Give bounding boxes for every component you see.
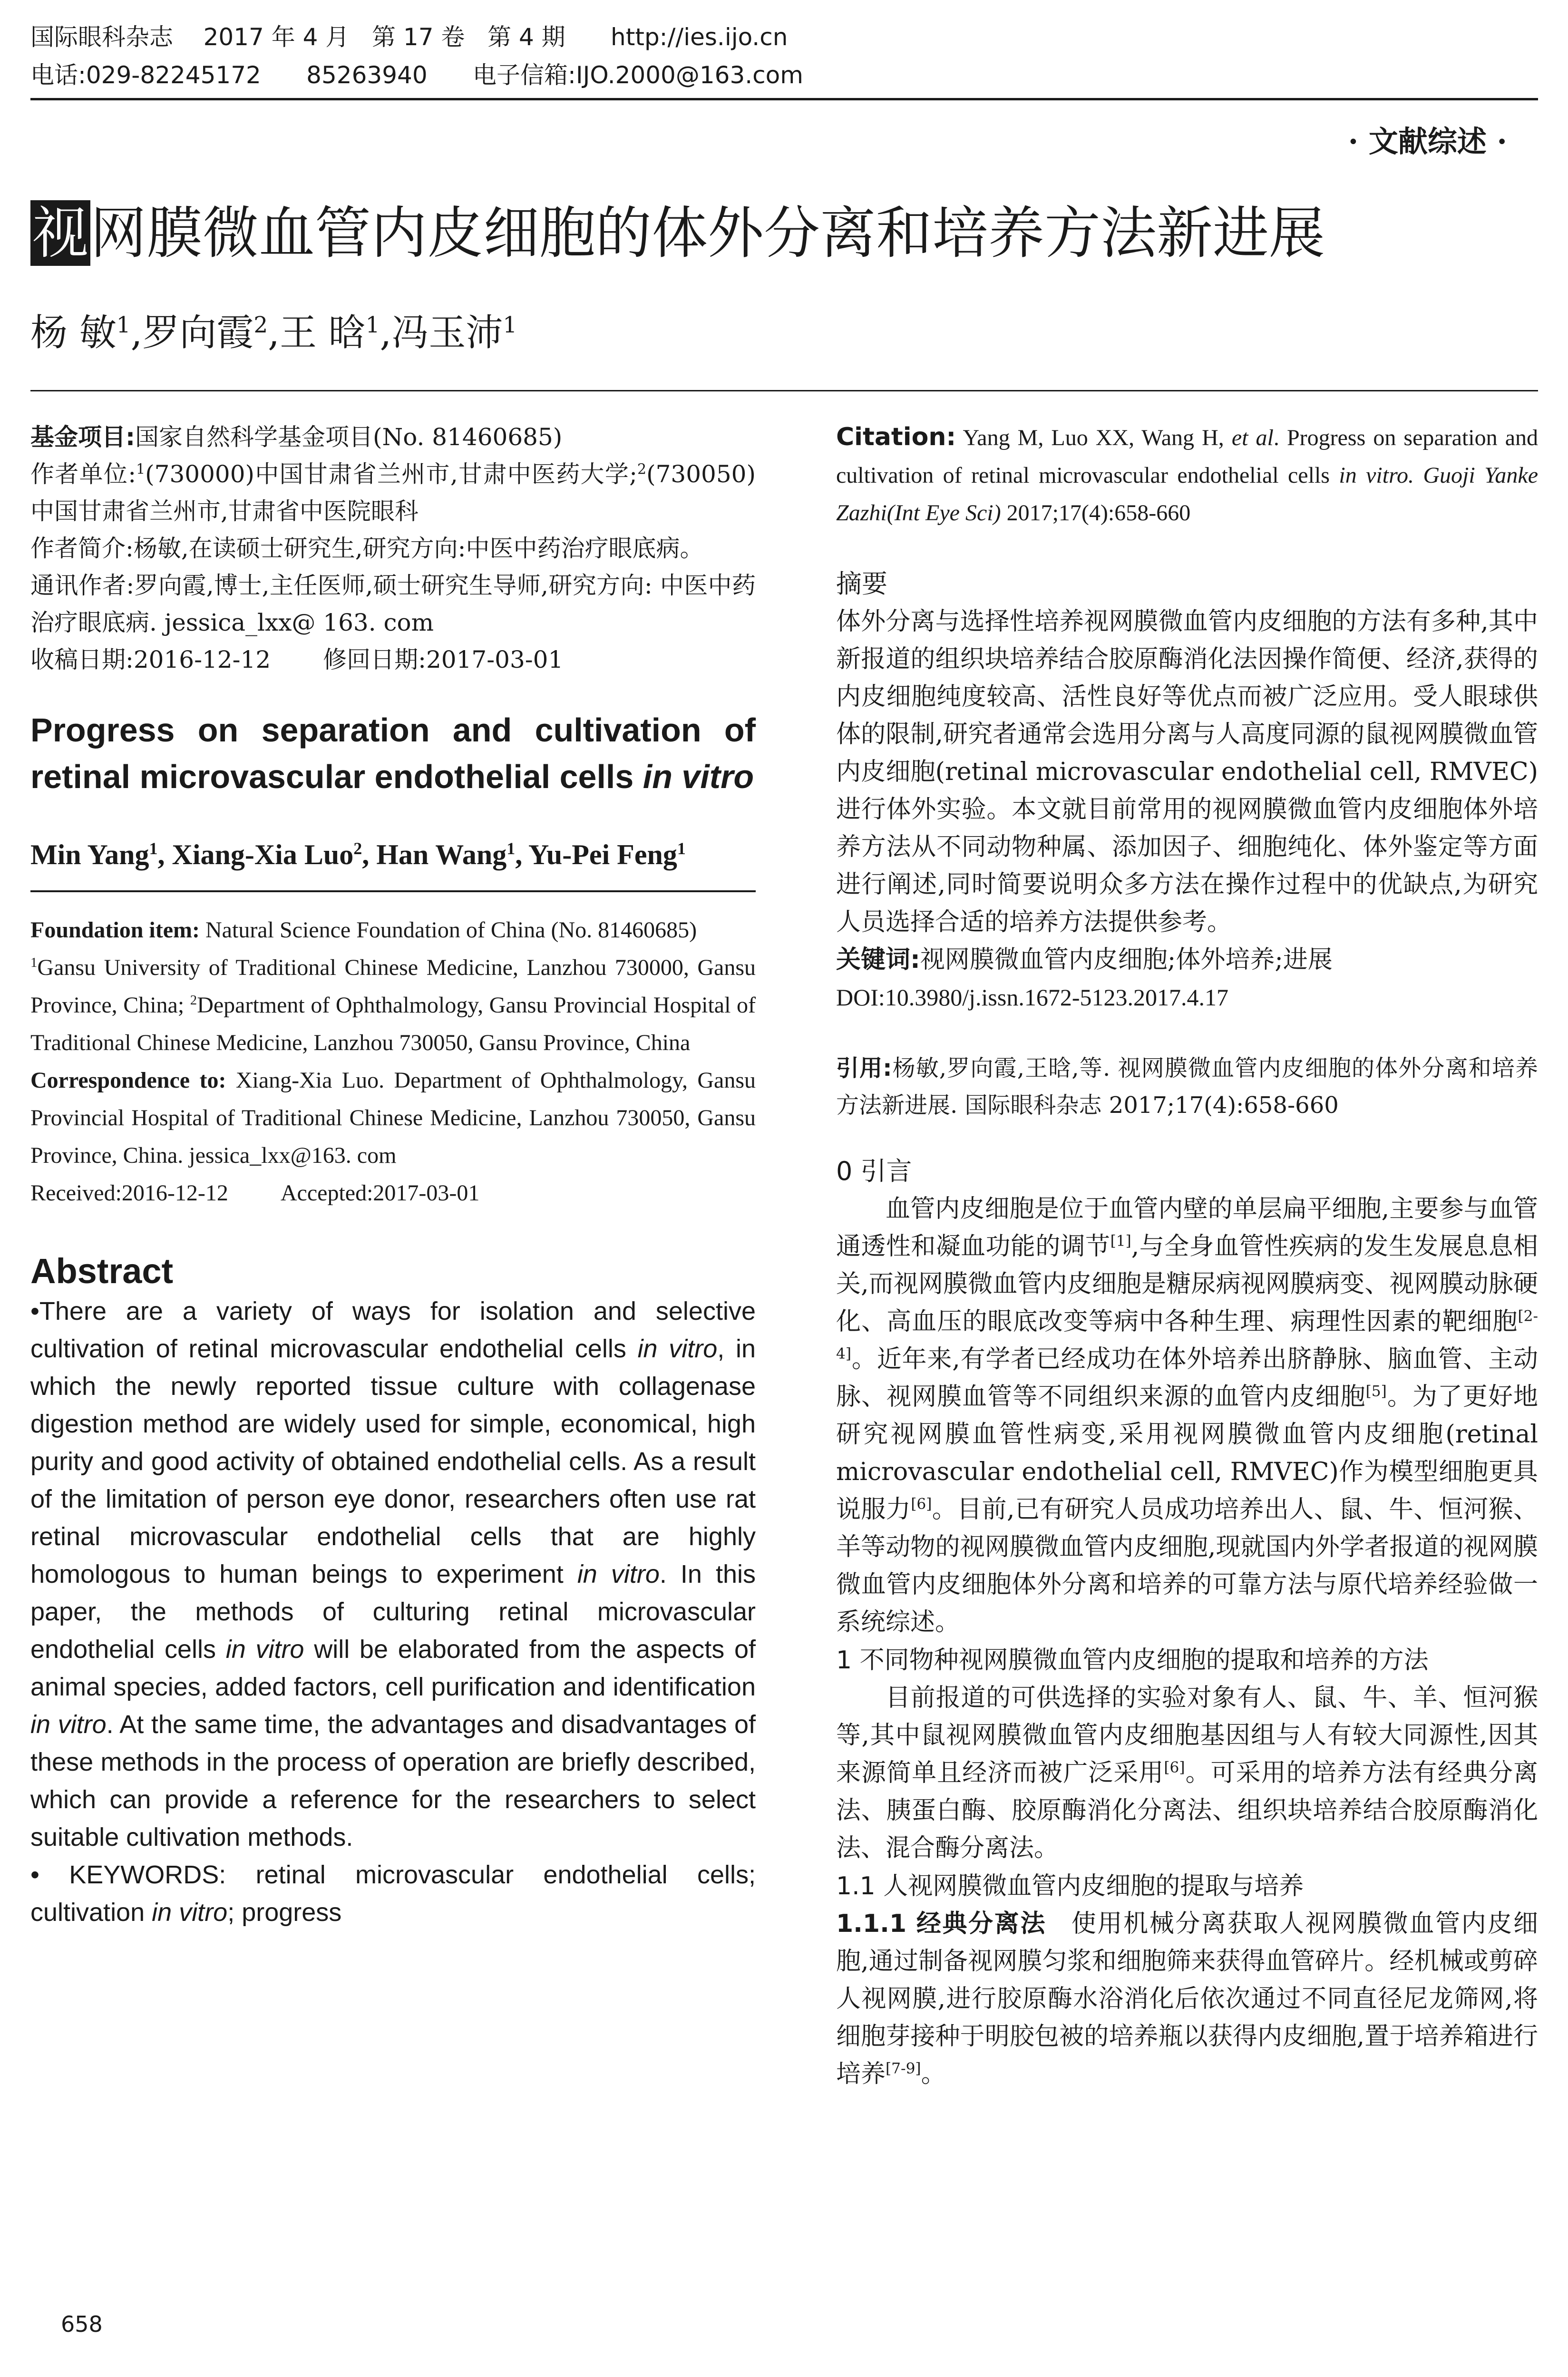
revised-cn: 修回日期:2017-03-01 bbox=[323, 646, 564, 673]
abstract-cn: 体外分离与选择性培养视网膜微血管内皮细胞的方法有多种,其中新报道的组织块培养结合胶原酶消化法因操作简便、经济,获得的内皮细胞纯度较高、活性良好等优点而被广泛应用。受人眼球供体的限制,研究者通常会选用分离与人高度同源的鼠视网膜微血管内皮细胞(retinal microvascular endothelial cell, RMVEC)进行体外实验。本文就目前常用的视网膜微血管内皮细胞体外培养方法从不同动物种属、添加因子、细胞纯化、体外鉴定等方面进行阐述,同时简要说明众多方法在操作过程中的优缺点,为研究人员选择合适的培养方法提供参考。 bbox=[836, 607, 1538, 936]
author-en: Yu-Pei Feng bbox=[528, 839, 677, 870]
abstract-en-part: , in which the newly reported tissue culture with collagenase digestion method are widely used for simple, economical, high purity and good activity of obtained endothelial cells. As a result of the limitation of person eye donor, researchers often use rat retinal microvascular endothelial cells that are highly homologous to human beings to experiment bbox=[30, 1335, 756, 1588]
correspondence-cn bbox=[30, 567, 756, 641]
header-rule bbox=[30, 98, 1538, 100]
keywords-en-text: retinal microvascular endothelial cells; cultivation bbox=[30, 1861, 756, 1927]
page-number: 658 bbox=[61, 2311, 103, 2337]
received-cn: 收稿日期:2016-12-12 bbox=[30, 646, 271, 673]
citation-italic: in vitro. Guoji Yanke Zazhi(Int Eye Sci) bbox=[836, 463, 1539, 526]
paragraph-part: 目前报道的可供选择的实验对象有人、鼠、牛、羊、恒河猴等,其中鼠视网膜微血管内皮细胞基因组与人有较大同源性,因其来源简单且经济而被广泛采用 bbox=[836, 1684, 1538, 1787]
left-column bbox=[30, 419, 756, 1931]
title-first-char: 视 bbox=[30, 200, 90, 266]
correspondence-text: 罗向霞,博士,主任医师,硕士研究生导师,研究方向: 中医中药治疗眼底病. jessica_lxx@ 163. com bbox=[30, 572, 756, 636]
paragraph-section-1 bbox=[836, 1679, 1538, 1867]
english-front-matter bbox=[30, 911, 756, 1212]
paragraph-part: 。 bbox=[921, 2060, 946, 2088]
dates-en bbox=[30, 1174, 756, 1212]
citation-text: 2017;17(4):658-660 bbox=[1006, 500, 1191, 526]
paragraph-part: ,与全身血管性疾病的发生发展息息相关,而视网膜微血管内皮细胞是糖尿病视网膜病变、视网膜动脉硬化、高血压的眼底改变等病中各种生理、病理性因素的靶细胞 bbox=[836, 1232, 1538, 1336]
foundation-en-text: Natural Science Foundation of China (No. 81460685) bbox=[205, 917, 697, 943]
citation-text: Yang M, Luo XX, Wang H, bbox=[963, 425, 1224, 450]
paragraph-part: 。为了更好地研究视网膜血管性病变,采用视网膜微血管内皮细胞(retinal microvascular endothelial cell, RMVEC)作为模型细胞更具说服力 bbox=[836, 1383, 1538, 1524]
section-1-heading: 1 不同物种视网膜微血管内皮细胞的提取和培养的方法 bbox=[836, 1646, 1429, 1675]
foundation-en bbox=[30, 911, 756, 949]
author-cn: 罗向霞 bbox=[142, 312, 254, 354]
author-en: Min Yang bbox=[30, 839, 149, 870]
citation-cn-text: 杨敏,罗向霞,王晗,等. 视网膜微血管内皮细胞的体外分离和培养方法新进展. 国际眼科杂志 2017;17(4):658-660 bbox=[836, 1055, 1538, 1119]
author-en-sup: 1 bbox=[149, 839, 158, 858]
author-cn: 杨 敏 bbox=[30, 312, 117, 354]
keywords-en-italic: in vitro bbox=[152, 1898, 228, 1927]
section-1-1-1-heading: 1.1.1 经典分离法 bbox=[836, 1909, 1047, 1938]
abstract-en-part: . In this paper, the methods of culturing retinal microvascular endothelial cells bbox=[30, 1560, 756, 1664]
paragraph-part: 血管内皮细胞是位于血管内壁的单层扁平细胞,主要参与血管通透性和凝血功能的调节 bbox=[836, 1195, 1538, 1261]
author-en-sup: 2 bbox=[353, 839, 362, 858]
title-rest: 网膜微血管内皮细胞的体外分离和培养方法新进展 bbox=[90, 200, 1325, 266]
dates-cn bbox=[30, 641, 756, 678]
doi: DOI:10.3980/j.issn.1672-5123.2017.4.17 bbox=[836, 984, 1228, 1011]
correspondence-label: 通讯作者: bbox=[30, 572, 135, 599]
english-title bbox=[30, 707, 756, 800]
author-cn-sup: 2 bbox=[253, 312, 268, 338]
citation-ref: [6] bbox=[911, 1495, 932, 1513]
english-title-main: Progress on separation and cultivation of retinal microvascular endothelial cells bbox=[30, 711, 756, 795]
author-cn: 王 晗 bbox=[279, 312, 366, 354]
author-cn: 冯玉沛 bbox=[391, 312, 503, 354]
abstract-en-part: . At the same time, the advantages and disadvantages of these methods in the process of operation are briefly described, which can provide a reference for the researchers to select suitable cultivation methods. bbox=[30, 1710, 756, 1851]
affiliation-en-2: Department of Ophthalmology, Gansu Provincial Hospital of Traditional Chinese Medicine, Lanzhou 730050, Gansu Province, China bbox=[30, 993, 756, 1055]
foundation-label: 基金项目: bbox=[30, 423, 135, 451]
paragraph-intro bbox=[836, 1190, 1538, 1641]
abstract-en-italic: in vitro bbox=[30, 1710, 107, 1739]
abstract-en bbox=[30, 1293, 756, 1931]
section-tag: · 文献综述 · bbox=[1348, 124, 1507, 159]
foundation-cn bbox=[30, 419, 756, 456]
author-cn-sup: 1 bbox=[503, 312, 517, 338]
citation-ref: [7-9] bbox=[886, 2060, 921, 2077]
cn-front-matter bbox=[30, 419, 756, 678]
title-rule bbox=[30, 390, 1538, 391]
accepted-en: Accepted:2017-03-01 bbox=[280, 1180, 480, 1206]
citation-ref: [1] bbox=[1110, 1232, 1131, 1250]
author-en: Xiang-Xia Luo bbox=[172, 839, 354, 870]
citation-label: Citation: bbox=[836, 423, 956, 451]
citation-etal: et al bbox=[1231, 425, 1274, 450]
affiliation-text-1: (730000)中国甘肃省兰州市,甘肃中医药大学; bbox=[145, 460, 638, 488]
page-title bbox=[30, 200, 1325, 266]
citation-ref: [6] bbox=[1164, 1759, 1185, 1776]
abstract-en-text: •There are a variety of ways for isolation and selective cultivation of retinal microvascular endothelial cells in vitro, in which the newly reported tissue culture with collagenase digestion method are widely used for simple, economical, high purity and good activity of obtained endothelial cells. As a result of the limitation of person eye donor, researchers often use rat retinal microvascular endothelial cells that are highly homologous to human beings to experiment in vitro. In this paper, the methods of culturing retinal microvascular endothelial cells in vitro will be elaborated from the aspects of animal species, added factors, cell purification and identification in vitro. At the same time, the advantages and disadvantages of these methods in the process of operation are briefly described, which can provide a reference for the researchers to select suitable cultivation methods. bbox=[30, 1297, 756, 1851]
abstract-en-italic: in vitro bbox=[225, 1635, 304, 1664]
author-cn-sup: 1 bbox=[116, 312, 131, 338]
paragraph-part: 。目前,已有研究人员成功培养出人、鼠、牛、恒河猴、羊等动物的视网膜微血管内皮细胞,现就国内外学者报道的视网膜微血管内皮细胞体外分离和培养的可靠方法与原代培养经验做一系统综述。 bbox=[836, 1495, 1538, 1637]
abstract-en-italic: in vitro bbox=[577, 1560, 660, 1588]
section-1-1-heading: 1.1 人视网膜微血管内皮细胞的提取与培养 bbox=[836, 1872, 1304, 1900]
keywords-en-text: ; progress bbox=[227, 1898, 342, 1927]
english-authors: Min Yang$^1$, Xiang-Xia Luo$^2$, Han Wang$^1$, Yu-Pei Feng$^1$ bbox=[30, 839, 686, 870]
affiliation-en-1: Gansu University of Traditional Chinese Medicine, Lanzhou 730000, Gansu Province, China; bbox=[30, 955, 756, 1018]
citation-ref: [2-4] bbox=[836, 1307, 1538, 1363]
foundation-en-label: Foundation item: bbox=[30, 917, 200, 943]
abstract-en-heading: Abstract bbox=[30, 1251, 174, 1291]
author-intro-text: 杨敏,在读硕士研究生,研究方向:中医中药治疗眼底病。 bbox=[133, 535, 704, 562]
paragraph-section-1-1-1 bbox=[836, 1905, 1538, 2093]
journal-header-line2: 电话:029-82245172 85263940 电子信箱:IJO.2000@163.com bbox=[30, 61, 803, 89]
keywords-cn-label: 关键词: bbox=[836, 945, 920, 974]
abstract-en-part: There are a variety of ways for isolation and selective cultivation of retinal microvascular endothelial cells bbox=[30, 1297, 756, 1363]
affiliation-cn: 作者单位:$^1$(730000)中国甘肃省兰州市,甘肃中医药大学;$^2$(730050)中国甘肃省兰州市,甘肃省中医院眼科 bbox=[30, 460, 756, 525]
citation-cn bbox=[836, 1050, 1538, 1124]
keywords-en: • KEYWORDS: retinal microvascular endothelial cells; cultivation in vitro; progress bbox=[30, 1861, 756, 1927]
keywords-en-label: KEYWORDS: bbox=[69, 1861, 226, 1889]
journal-header-line1: 国际眼科杂志 2017 年 4 月 第 17 卷 第 4 期 http://ies.ijo.cn bbox=[30, 23, 788, 51]
citation-cn-label: 引用: bbox=[836, 1055, 892, 1081]
author-en: Han Wang bbox=[376, 839, 507, 870]
citation-en bbox=[836, 419, 1538, 532]
paragraph-part: 。可采用的培养方法有经典分离法、胰蛋白酶、胶原酶消化分离法、组织块培养结合胶原酶消化法、混合酶分离法。 bbox=[836, 1759, 1538, 1862]
paragraph-part: 使用机械分离获取人视网膜微血管内皮细胞,通过制备视网膜匀浆和细胞筛来获得血管碎片。经机械或剪碎人视网膜,进行胶原酶水浴消化后依次通过不同直径尼龙筛网,将细胞芽接种于明胶包被的培养瓶以获得内皮细胞,置于培养箱进行培养 bbox=[836, 1909, 1538, 2088]
english-authors-rule bbox=[30, 890, 756, 892]
citation-ref: [5] bbox=[1365, 1383, 1387, 1400]
affiliation-text-2: (730050)中国甘肃省兰州市,甘肃省中医院眼科 bbox=[30, 460, 756, 525]
keywords-cn bbox=[836, 941, 1538, 979]
author-en-sup: 1 bbox=[506, 839, 516, 858]
keywords-cn-text: 视网膜微血管内皮细胞;体外培养;进展 bbox=[920, 945, 1333, 974]
received-en: Received:2016-12-12 bbox=[30, 1180, 228, 1206]
foundation-text: 国家自然科学基金项目(No. 81460685) bbox=[135, 423, 563, 451]
authors-cn: 杨 敏$^1$,罗向霞$^2$,王 晗$^1$,冯玉沛$^1$ bbox=[30, 312, 517, 354]
abstract-cn-heading: 摘要 bbox=[836, 569, 887, 599]
author-cn-sup: 1 bbox=[365, 312, 380, 338]
correspondence-en-label: Correspondence to: bbox=[30, 1068, 226, 1093]
correspondence-en bbox=[30, 1062, 756, 1174]
paragraph-part: 。近年来,有学者已经成功在体外培养出脐静脉、脑血管、主动脉、视网膜血管等不同组织来源的血管内皮细胞 bbox=[836, 1345, 1538, 1411]
author-intro-label: 作者简介: bbox=[30, 535, 134, 562]
right-column bbox=[836, 419, 1538, 2093]
abstract-en-part: will be elaborated from the aspects of animal species, added factors, cell purification and identification bbox=[30, 1635, 756, 1701]
english-title-italic: in vitro bbox=[643, 758, 754, 795]
author-en-sup: 1 bbox=[677, 839, 686, 858]
citation-text: . Progress on separation and cultivation of retinal microvascular endothelial cells bbox=[836, 425, 1539, 488]
section-0-heading: 0 引言 bbox=[836, 1156, 912, 1186]
correspondence-en-text: Xiang-Xia Luo. Department of Ophthalmology, Gansu Provincial Hospital of Traditional Chinese Medicine, Lanzhou 730050, Gansu Province, China. jessica_lxx@163. com bbox=[30, 1068, 756, 1168]
affiliation-en: $^1$Gansu University of Traditional Chinese Medicine, Lanzhou 730000, Gansu Province, China; $^2$Department of Ophthalmology, Gansu Provincial Hospital of Traditional Chinese Medicine, Lanzhou 730050, Gansu Province, China bbox=[30, 955, 756, 1055]
affiliation-label: 作者单位: bbox=[30, 460, 136, 488]
abstract-en-italic: in vitro bbox=[637, 1335, 718, 1363]
author-intro-cn bbox=[30, 530, 756, 567]
